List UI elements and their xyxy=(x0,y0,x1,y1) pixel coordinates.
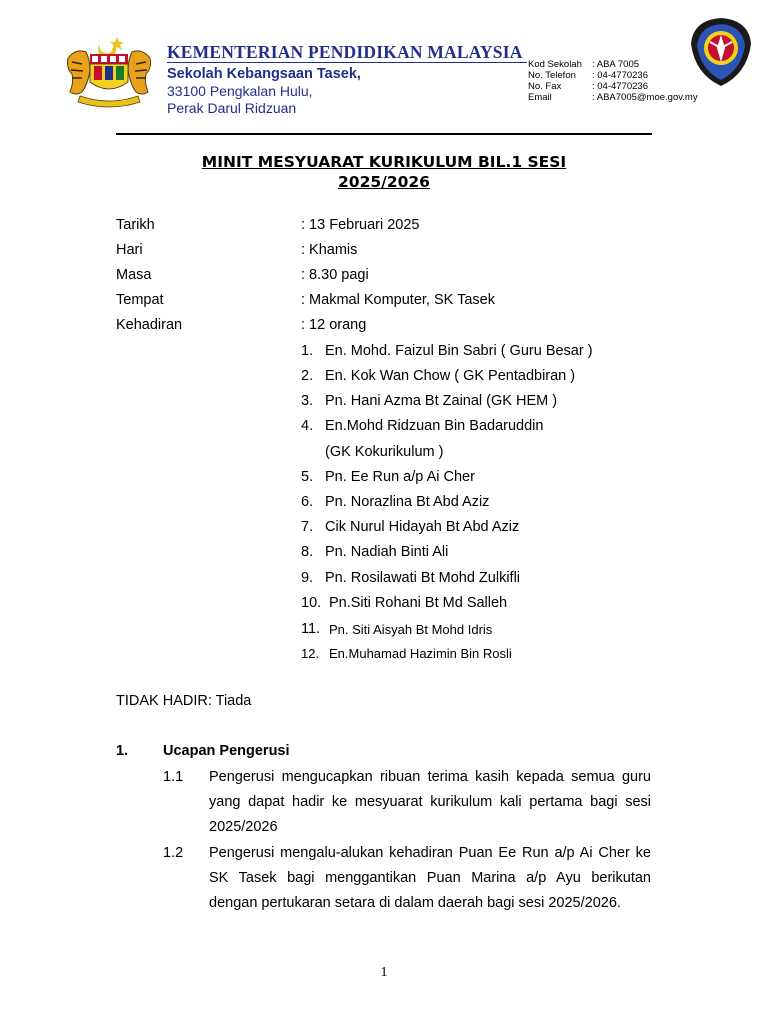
attendee-name: Pn. Norazlina Bt Abd Aziz xyxy=(325,494,490,510)
contact-row-phone: No. Telefon : 04-4770236 xyxy=(528,70,648,81)
contact-row-code: Kod Sekolah : ABA 7005 xyxy=(528,59,640,70)
attendee-number: 1. xyxy=(301,343,314,359)
attendee-name: Cik Nurul Hidayah Bt Abd Aziz xyxy=(325,519,520,535)
ministry-name: KEMENTERIAN PENDIDIKAN MALAYSIA xyxy=(167,42,523,62)
contact-row-fax: No. Fax : 04-4770236 xyxy=(528,81,648,92)
field-label-place: Tempat xyxy=(116,292,164,308)
attendee-number: 12. xyxy=(301,646,320,661)
attendee-number: 10. xyxy=(301,595,322,611)
attendee-name: En. Mohd. Faizul Bin Sabri ( Guru Besar ) xyxy=(325,343,593,359)
field-value-attendance: : 12 orang xyxy=(301,317,367,333)
field-value-day: : Khamis xyxy=(301,242,358,258)
attendee-number: 7. xyxy=(301,519,314,535)
page-number: 1 xyxy=(380,965,388,980)
attendee-number: 3. xyxy=(301,393,314,409)
attendee-name: Pn. Nadiah Binti Ali xyxy=(325,544,449,560)
absent-line: TIDAK HADIR: Tiada xyxy=(116,693,252,709)
attendee-number: 5. xyxy=(301,469,314,485)
section-number: 1. xyxy=(116,743,129,759)
attendee-name: Pn. Ee Run a/p Ai Cher xyxy=(325,469,475,485)
paragraph-text: Pengerusi mengucapkan ribuan terima kasih kepada semua guru yang dapat hadir ke mesyuarat kurikulum kali pertama bagi sesi 2025/2026 xyxy=(209,769,651,835)
paragraph-text: Pengerusi mengalu-alukan kehadiran Puan Ee Run a/p Ai Cher ke SK Tasek bagi menggantikan Puan Marina a/p Ayu berikutan dengan pertukaran setara di dalam daerah bagi sesi 2025/2026. xyxy=(209,845,651,911)
attendee-number: 11. xyxy=(301,621,321,637)
attendee-number: 6. xyxy=(301,494,314,510)
contact-block xyxy=(528,59,698,103)
title-line-1: MINIT MESYUARAT KURIKULUM BIL.1 SESI xyxy=(201,153,567,171)
attendee-name: Pn. Hani Azma Bt Zainal (GK HEM ) xyxy=(325,393,558,409)
attendee-number: 2. xyxy=(301,368,314,384)
ministry-underline xyxy=(167,62,527,63)
field-label-date: Tarikh xyxy=(116,217,155,233)
attendee-number: 4. xyxy=(301,418,314,434)
section-title: Ucapan Pengerusi xyxy=(163,743,290,759)
field-value-place: : Makmal Komputer, SK Tasek xyxy=(301,292,495,308)
attendee-name: Pn. Rosilawati Bt Mohd Zulkifli xyxy=(325,570,521,586)
attendee-name: En.Muhamad Hazimin Bin Rosli xyxy=(329,646,512,661)
address-line-1: 33100 Pengkalan Hulu, xyxy=(167,83,313,99)
attendee-number: 9. xyxy=(301,570,314,586)
paragraph-number: 1.2 xyxy=(163,845,184,861)
contact-row-email: Email : ABA7005@moe.gov.my xyxy=(528,92,698,103)
field-label-time: Masa xyxy=(116,267,152,283)
school-name: Sekolah Kebangsaan Tasek, xyxy=(167,66,361,82)
title-line-2: 2025/2026 xyxy=(338,173,430,191)
malaysia-coat-of-arms-icon xyxy=(62,34,156,110)
field-value-date: : 13 Februari 2025 xyxy=(301,217,420,233)
attendee-name-continued: (GK Kokurikulum ) xyxy=(325,444,444,460)
attendee-number: 8. xyxy=(301,544,314,560)
document-title xyxy=(116,152,652,192)
address-line-2: Perak Darul Ridzuan xyxy=(167,100,297,116)
attendee-name: En. Kok Wan Chow ( GK Pentadbiran ) xyxy=(325,368,576,384)
paragraph-number: 1.1 xyxy=(163,769,184,785)
field-label-attendance: Kehadiran xyxy=(116,317,183,333)
attendee-name: Pn. Siti Aisyah Bt Mohd Idris xyxy=(329,622,493,637)
attendee-name: En.Mohd Ridzuan Bin Badaruddin xyxy=(325,418,544,434)
attendee-name: Pn.Siti Rohani Bt Md Salleh xyxy=(329,595,508,611)
field-value-time: : 8.30 pagi xyxy=(301,267,369,283)
header-divider xyxy=(116,133,652,135)
field-label-day: Hari xyxy=(116,242,143,258)
sk-tasek-school-logo-icon xyxy=(688,16,754,88)
